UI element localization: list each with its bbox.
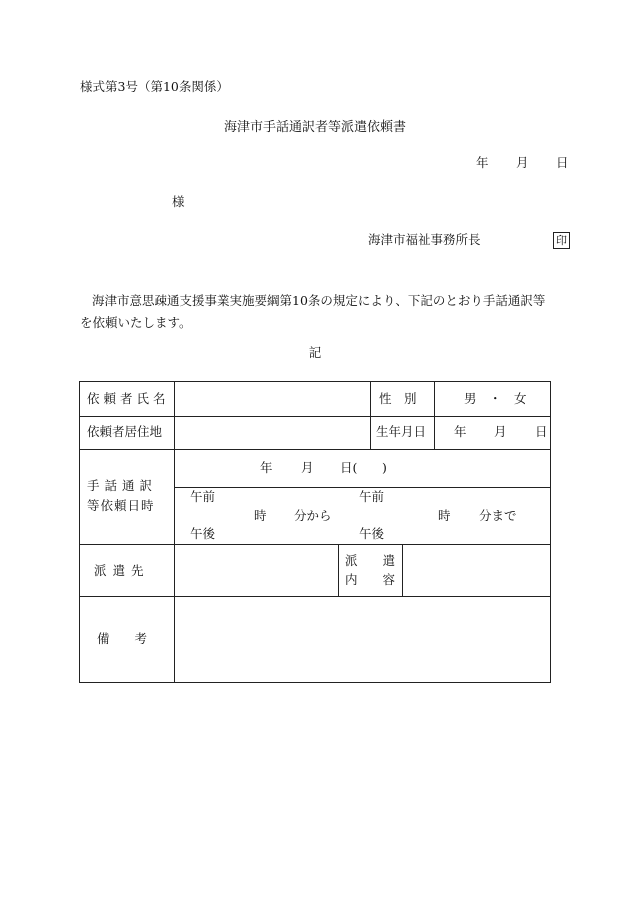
body-text bbox=[80, 290, 570, 334]
addressee-suffix: 様 bbox=[172, 194, 185, 209]
requester-name-label: 依頼者氏名 bbox=[87, 391, 170, 406]
date-day-label: 日 bbox=[556, 155, 569, 170]
row-divider bbox=[80, 596, 550, 597]
body-line-1: 海津市意思疎通支援事業実施要綱第10条の規定により、下記のとおり手話通訳等 bbox=[92, 293, 546, 308]
content-label-line1: 派 遣 bbox=[345, 553, 396, 568]
column-divider bbox=[338, 544, 339, 596]
date-month-label: 月 bbox=[516, 155, 529, 170]
end-pm-label: 午後 bbox=[359, 526, 385, 541]
end-hour-label: 時 bbox=[438, 508, 451, 523]
datetime-label-line1: 手話通訳 bbox=[87, 478, 158, 493]
content-label-line2: 内 容 bbox=[345, 572, 396, 587]
column-divider bbox=[370, 382, 371, 449]
row-divider bbox=[80, 416, 550, 417]
date-year-label: 年 bbox=[476, 155, 489, 170]
column-divider bbox=[174, 382, 175, 682]
start-hour-label: 時 bbox=[254, 508, 267, 523]
row-divider bbox=[80, 449, 550, 450]
start-from-label: 分から bbox=[294, 508, 332, 523]
row-divider bbox=[174, 487, 550, 488]
birth-day-label: 日 bbox=[535, 424, 548, 439]
datetime-day-label: 日( bbox=[340, 460, 358, 475]
column-divider bbox=[402, 544, 403, 596]
birth-month-label: 月 bbox=[494, 424, 507, 439]
seal-stamp: 印 bbox=[553, 232, 570, 249]
datetime-label-line2: 等依頼日時 bbox=[87, 498, 155, 513]
datetime-month-label: 月 bbox=[301, 460, 314, 475]
form-number: 様式第3号（第10条関係） bbox=[80, 79, 229, 94]
weekday-close-paren: ) bbox=[382, 460, 387, 475]
sender-name: 海津市福祉事務所長 bbox=[368, 232, 481, 247]
remarks-label: 備 考 bbox=[97, 631, 148, 646]
gender-options[interactable]: 男 ・ 女 bbox=[464, 391, 527, 406]
address-label: 依頼者居住地 bbox=[87, 424, 163, 439]
dispatch-label: 派遣先 bbox=[94, 563, 150, 578]
datetime-year-label: 年 bbox=[260, 460, 273, 475]
end-to-label: 分まで bbox=[479, 508, 517, 523]
end-am-label: 午前 bbox=[359, 489, 385, 504]
birthdate-label: 生年月日 bbox=[376, 424, 427, 439]
document-title: 海津市手話通訳者等派遣依頼書 bbox=[223, 120, 406, 135]
request-form-table bbox=[79, 381, 551, 683]
body-line-2: を依頼いたします。 bbox=[80, 315, 192, 330]
start-pm-label: 午後 bbox=[190, 526, 216, 541]
birth-year-label: 年 bbox=[454, 424, 467, 439]
ki-heading: 記 bbox=[308, 345, 322, 360]
column-divider bbox=[434, 382, 435, 449]
gender-label: 性 別 bbox=[379, 391, 417, 406]
row-divider bbox=[80, 544, 550, 545]
start-am-label: 午前 bbox=[190, 489, 216, 504]
